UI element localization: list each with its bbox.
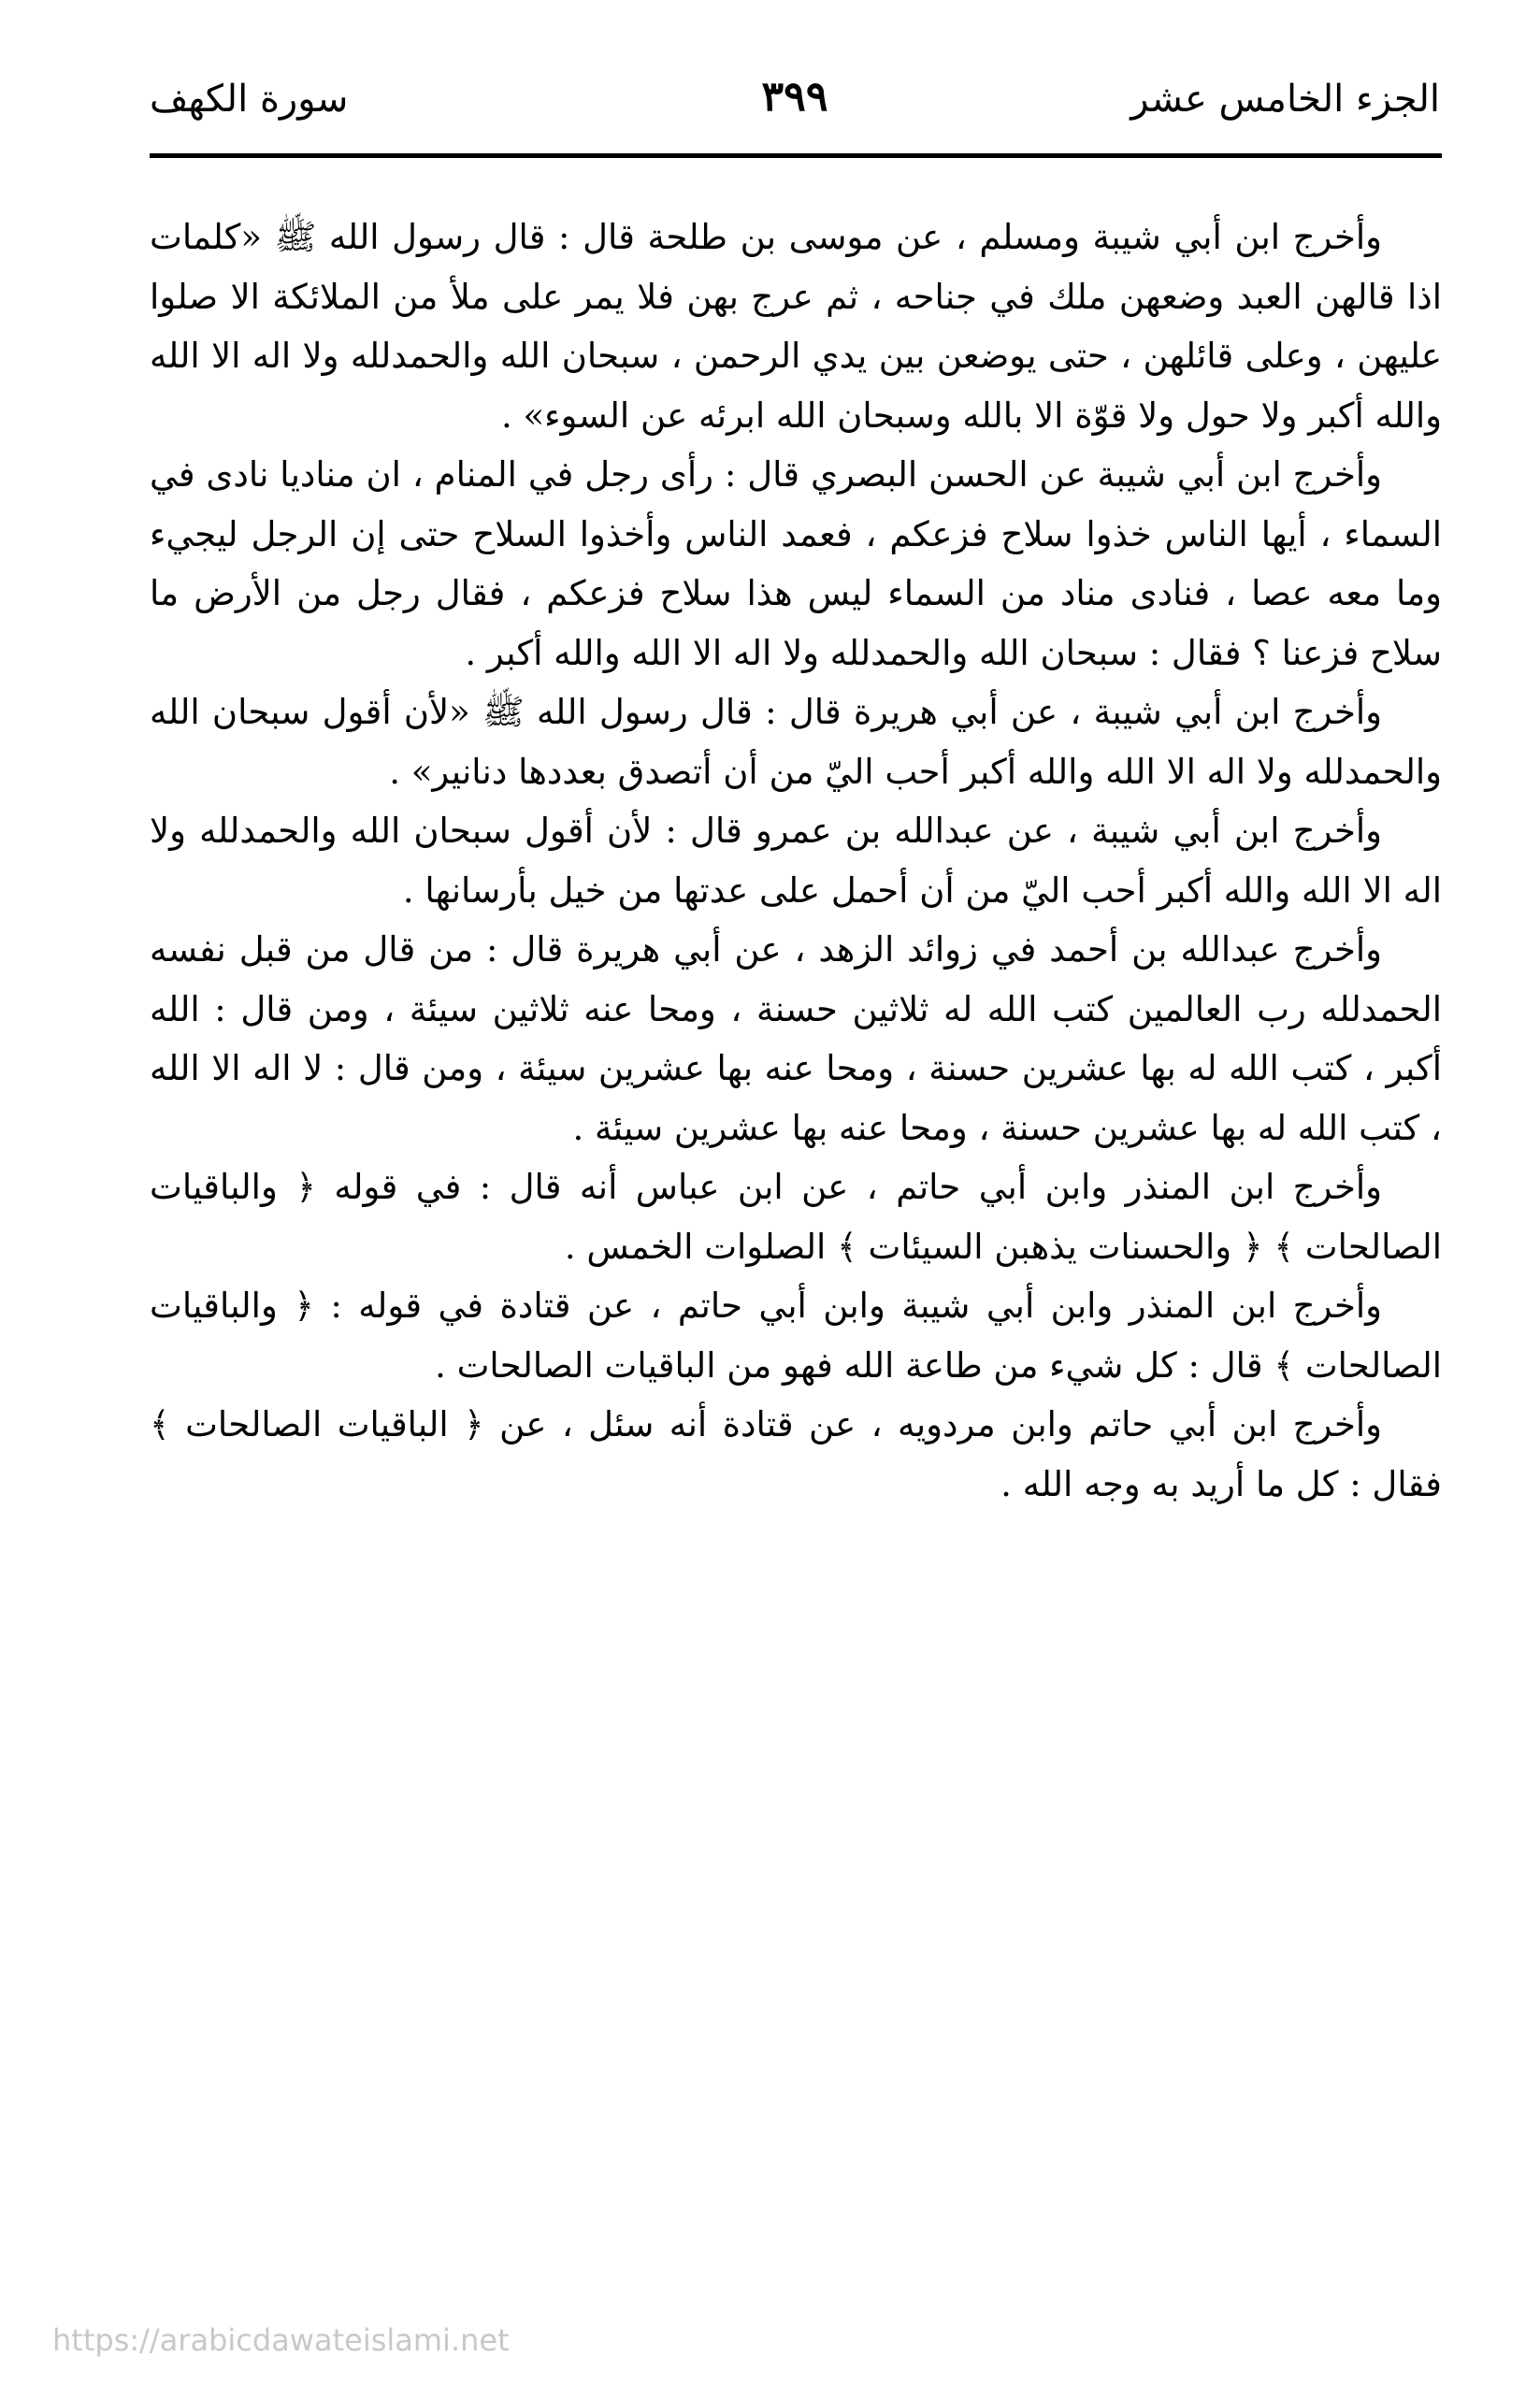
page-header	[150, 65, 1440, 140]
paragraph: وأخرج ابن أبي حاتم وابن مردويه ، عن قتادة أنه سئل ، عن ﴿ الباقيات الصالحات ﴾ فقال : كل ما أريد به وجه الله .	[150, 1404, 1442, 1504]
paragraph: وأخرج ابن المنذر وابن أبي حاتم ، عن ابن عباس أنه قال : في قوله ﴿ والباقيات الصالحات ﴾ ﴿ والحسنات يذهبن السيئات ﴾ الصلوات الخمس .	[150, 1167, 1442, 1267]
header-divider	[150, 153, 1442, 158]
paragraph: وأخرج ابن أبي شيبة ، عن أبي هريرة قال : قال رسول الله ﷺ «لأن أقول سبحان الله والحمدلله ولا اله الا الله والله أكبر أحب اليّ من أن أتصدق بعددها دنانير» .	[150, 692, 1442, 792]
paragraph: وأخرج ابن المنذر وابن أبي شيبة وابن أبي حاتم ، عن قتادة في قوله : ﴿ والباقيات الصالحات ﴾ قال : كل شيء من طاعة الله فهو من الباقيات الصالحات .	[150, 1286, 1442, 1386]
page-body	[150, 208, 1442, 1514]
paragraph: وأخرج ابن أبي شيبة ومسلم ، عن موسى بن طلحة قال : قال رسول الله ﷺ «كلمات اذا قالهن العبد وضعهن ملك في جناحه ، ثم عرج بهن فلا يمر على ملأ من الملائكة الا صلوا عليهن ، وعلى قائلهن ، حتى يوضعن بين يدي الرحمن ، سبحان الله والحمدلله ولا اله الا الله والله أكبر ولا حول ولا قوّة الا بالله وسبحان الله ابرئه عن السوء» .	[150, 217, 1442, 436]
surah-title: سورة الكهف	[150, 78, 349, 121]
paragraph: وأخرج عبدالله بن أحمد في زوائد الزهد ، عن أبي هريرة قال : من قال من قبل نفسه الحمدلله رب العالمين كتب الله له ثلاثين حسنة ، ومحا عنه ثلاثين سيئة ، ومن قال : الله أكبر ، كتب الله له بها عشرين حسنة ، ومحا عنه بها عشرين سيئة ، ومن قال : لا اله الا الله ، كتب الله له بها عشرين حسنة ، ومحا عنه بها عشرين سيئة .	[150, 929, 1442, 1148]
paragraph: وأخرج ابن أبي شيبة ، عن عبدالله بن عمرو قال : لأن أقول سبحان الله والحمدلله ولا اله الا الله والله أكبر أحب اليّ من أن أحمل على عدتها من خيل بأرسانها .	[150, 811, 1442, 911]
paragraph: وأخرج ابن أبي شيبة عن الحسن البصري قال : رأى رجل في المنام ، ان مناديا نادى في السماء ، أيها الناس خذوا سلاح فزعكم ، فعمد الناس وأخذوا السلاح حتى إن الرجل ليجيء وما معه عصا ، فنادى مناد من السماء ليس هذا سلاح فزعكم ، فقال رجل من الأرض ما سلاح فزعنا ؟ فقال : سبحان الله والحمدلله ولا اله الا الله والله أكبر .	[150, 454, 1442, 673]
juz-title: الجزء الخامس عشر	[1130, 78, 1440, 121]
page-number: ٣٩٩	[761, 73, 828, 121]
watermark-url: https://arabicdawateislami.net	[52, 2322, 510, 2358]
